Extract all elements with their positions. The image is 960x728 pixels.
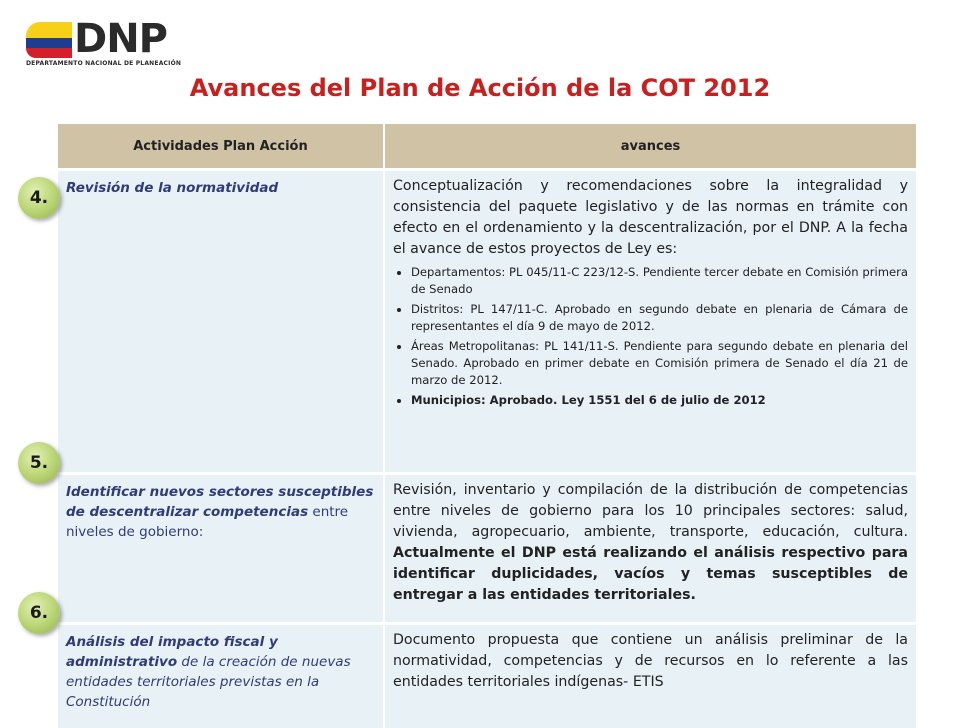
header-activities: Actividades Plan Acción	[58, 124, 384, 170]
table-row	[58, 170, 917, 474]
activity-cell: Identificar nuevos sectores susceptibles de descentralizar competencias entre niveles de gobierno:	[58, 474, 384, 624]
list-item: • Áreas Metropolitanas: PL 141/11-S. Pendiente para segundo debate en plenaria del Senado. Aprobado en primer debate en Comisión primera de Senado el día 21 de marzo de 2012.	[411, 338, 908, 389]
item-number-badge: 6.	[18, 592, 60, 634]
list-item: • Departamentos: PL 045/11-C 223/12-S. Pendiente tercer debate en Comisión primera de Senado	[411, 264, 908, 298]
advance-cell: Conceptualización y recomendaciones sobre la integralidad y consistencia del paquete legislativo y de las normas en trámite con efecto en el ordenamiento y la descentralización, por el DNP. A la fecha el avance de estos proyectos de Ley es: • Departamentos: PL 045/11-C 223/12-S. Pendiente tercer debate en Comisión primera de Senado • Distritos: PL 147/11-C. Aprobado en segundo debate en plenaria de Cámara de representantes el día 9 de mayo de 2012. • Áreas Metropolitanas: PL 141/11-S. Pendiente para segundo debate en plenaria del Senado. Aprobado en primer debate en Comisión primera de Senado el día 21 de marzo de 2012. • Municipios: Aprobado. Ley 1551 del 6 de julio de 2012	[384, 170, 917, 474]
item-number-badge: 4.	[18, 177, 60, 219]
header-advances: avances	[384, 124, 917, 170]
dnp-logo	[26, 18, 186, 70]
page-title: Avances del Plan de Acción de la COT 2012	[189, 74, 771, 102]
table-row	[58, 474, 917, 624]
table-header-row	[58, 124, 917, 170]
colombia-flag-icon	[26, 22, 72, 58]
table-row	[58, 624, 917, 728]
activity-cell: Revisión de la normatividad	[58, 170, 384, 474]
list-item: • Municipios: Aprobado. Ley 1551 del 6 de julio de 2012	[411, 392, 908, 409]
logo-subtitle: DEPARTAMENTO NACIONAL DE PLANEACIÓN	[26, 60, 182, 67]
action-plan-table	[58, 124, 918, 728]
list-item: • Distritos: PL 147/11-C. Aprobado en segundo debate en plenaria de Cámara de representantes el día 9 de mayo de 2012.	[411, 301, 908, 335]
activity-cell: Análisis del impacto fiscal y administrativo de la creación de nuevas entidades territoriales previstas en la Constitución	[58, 624, 384, 728]
advance-cell: Revisión, inventario y compilación de la distribución de competencias entre niveles de gobierno para los 10 principales sectores: salud, vivienda, agropecuario, ambiente, transporte, educación, cultura. Actualmente el DNP está realizando el análisis respectivo para identificar duplicidades, vacíos y temas susceptibles de entregar a las entidades territoriales.	[384, 474, 917, 624]
bill-status-list	[393, 264, 908, 409]
logo-wordmark: DNP	[74, 16, 167, 62]
item-number-badge: 5.	[18, 442, 60, 484]
advance-cell: Documento propuesta que contiene un análisis preliminar de la normatividad, competencias y de recursos en lo referente a las entidades territoriales indígenas- ETIS	[384, 624, 917, 728]
